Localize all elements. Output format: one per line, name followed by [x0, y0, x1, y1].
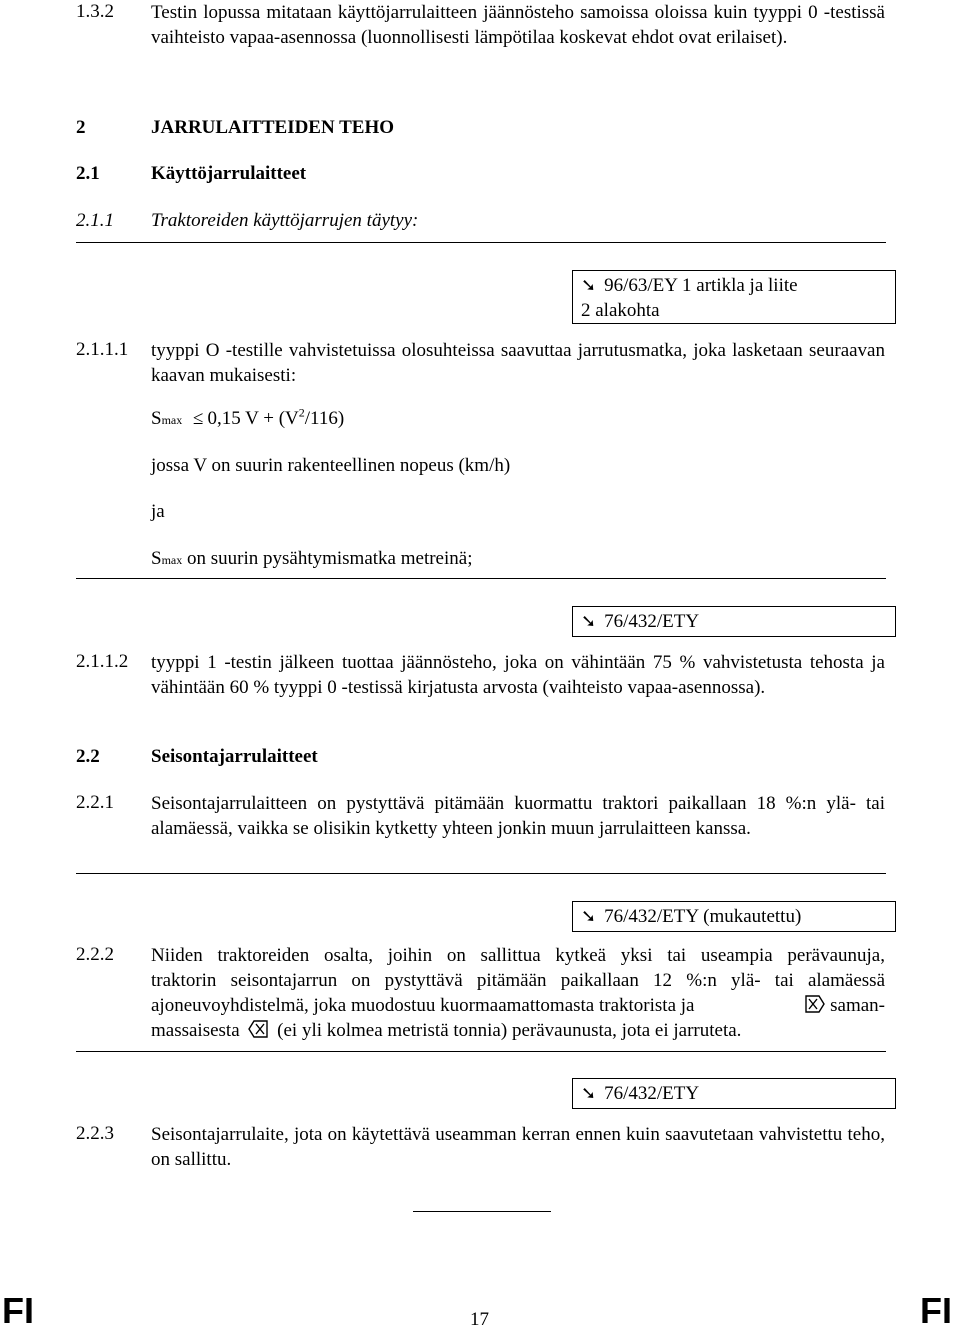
formula-sup: 2 — [298, 405, 305, 420]
text-fragment: ajoneuvoyhdistelmä, joka muodostuu kuormaamattomasta traktorista ja — [151, 995, 695, 1016]
jossa-text: jossa V on suurin rakenteellinen nopeus (km/h) — [151, 455, 511, 476]
formula — [151, 405, 345, 430]
text-fragment-group — [805, 993, 885, 1018]
page-number: 17 — [470, 1309, 489, 1330]
text-fragment: saman- — [830, 995, 885, 1016]
heading-2-2-number: 2.2 — [76, 746, 100, 767]
smax-s: S — [151, 548, 162, 569]
text-line — [151, 993, 885, 1018]
section-text-2-1-1-1: tyyppi O -testille vahvistetuissa olosuhteissa saavuttaa jarrutusmatka, joka lasketaan seuraavan kaavan mukaisesti: — [151, 340, 885, 386]
separator-line — [76, 242, 886, 243]
reference-text: 76/432/ETY — [604, 1083, 700, 1104]
heading-2-1-1-title: Traktoreiden käyttöjarrujen täytyy: — [151, 210, 419, 231]
text-line: Niiden traktoreiden osalta, joihin on sallittua kytkeä yksi tai useampia perävaunuja, — [151, 945, 885, 966]
footer-language-right: FI — [920, 1290, 952, 1331]
heading-2-1-number: 2.1 — [76, 163, 100, 184]
section-text-2-2-1: Seisontajarrulaitteen on pystyttävä pitämään kuormattu traktori paikallaan 18 %:n ylä- tai alamäessä, vaikka se olisikin kytketty yhteen jonkin muun jarrulaitteen kanssa. — [151, 793, 885, 839]
reference-text-line2: 2 alakohta — [581, 300, 660, 321]
formula-le-symbol: ≤ — [193, 408, 204, 429]
section-number-2-2-1: 2.2.1 — [76, 792, 114, 813]
reference-text: 76/432/ETY (mukautettu) — [604, 906, 802, 927]
smax-sub: max — [161, 553, 183, 567]
end-rule — [413, 1211, 551, 1212]
text-fragment: massaisesta — [151, 1020, 240, 1041]
formula-sub: max — [161, 413, 183, 427]
reference-text-line1: 96/63/EY 1 artikla ja liite — [604, 275, 798, 296]
footer-language-left: FI — [2, 1290, 34, 1331]
arrow-down-right-icon: ➘ — [581, 1083, 597, 1104]
heading-2-title: JARRULAITTEIDEN TEHO — [151, 117, 395, 138]
formula-s: S — [151, 408, 162, 429]
section-number-2-1-1-2: 2.1.1.2 — [76, 651, 129, 672]
insert-end-icon — [248, 1020, 268, 1038]
smax-definition — [151, 548, 472, 570]
smax-rest: on suurin pysähtymismatka metreinä; — [182, 548, 473, 569]
text-line — [151, 1018, 885, 1043]
ja-text: ja — [151, 501, 165, 522]
heading-2-1-title: Käyttöjarrulaitteet — [151, 163, 307, 184]
reference-box — [572, 901, 896, 932]
separator-line — [76, 873, 886, 874]
arrow-down-right-icon: ➘ — [581, 906, 597, 927]
section-text-2-2-2 — [151, 943, 885, 1043]
text-fragment: (ei yli kolmea metristä tonnia) perävaunusta, jota ei jarruteta. — [277, 1020, 742, 1041]
separator-line — [76, 578, 886, 579]
section-number-1-3-2: 1.3.2 — [76, 1, 114, 22]
arrow-down-right-icon: ➘ — [581, 611, 597, 632]
heading-2-2-title: Seisontajarrulaitteet — [151, 746, 318, 767]
reference-box — [572, 270, 896, 324]
insert-start-icon — [805, 995, 825, 1013]
heading-2-1-1-number: 2.1.1 — [76, 210, 114, 231]
formula-rest2: /116) — [304, 408, 345, 429]
reference-box — [572, 606, 896, 637]
text-line: traktorin seisontajarrun on pystyttävä pitämään paikallaan 12 %:n ylä- tai alamäessä — [151, 970, 885, 991]
arrow-down-right-icon: ➘ — [581, 275, 597, 296]
separator-line — [76, 1051, 886, 1052]
section-number-2-2-3: 2.2.3 — [76, 1123, 114, 1144]
reference-box — [572, 1078, 896, 1109]
reference-text: 76/432/ETY — [604, 611, 700, 632]
section-text-1-3-2: Testin lopussa mitataan käyttöjarrulaitteen jäännösteho samoissa oloissa kuin tyyppi 0 -testissä vaihteisto vapaa-asennossa (luonnollisesti lämpötilaa koskevat ehdot ovat erilaiset). — [151, 2, 885, 48]
heading-2-number: 2 — [76, 117, 86, 138]
section-text-2-2-3: Seisontajarrulaite, jota on käytettävä useamman kerran ennen kuin saavutetaan vahvistettu teho, on sallittu. — [151, 1124, 885, 1170]
section-number-2-1-1-1: 2.1.1.1 — [76, 339, 129, 360]
section-text-2-1-1-2: tyyppi 1 -testin jälkeen tuottaa jäännösteho, joka on vähintään 75 % vahvistetusta tehosta ja vähintään 60 % tyyppi 0 -testissä kirjatusta arvosta (vaihteisto vapaa-asennossa). — [151, 652, 885, 698]
formula-rest1: 0,15 V + (V — [207, 408, 299, 429]
section-number-2-2-2: 2.2.2 — [76, 944, 114, 965]
